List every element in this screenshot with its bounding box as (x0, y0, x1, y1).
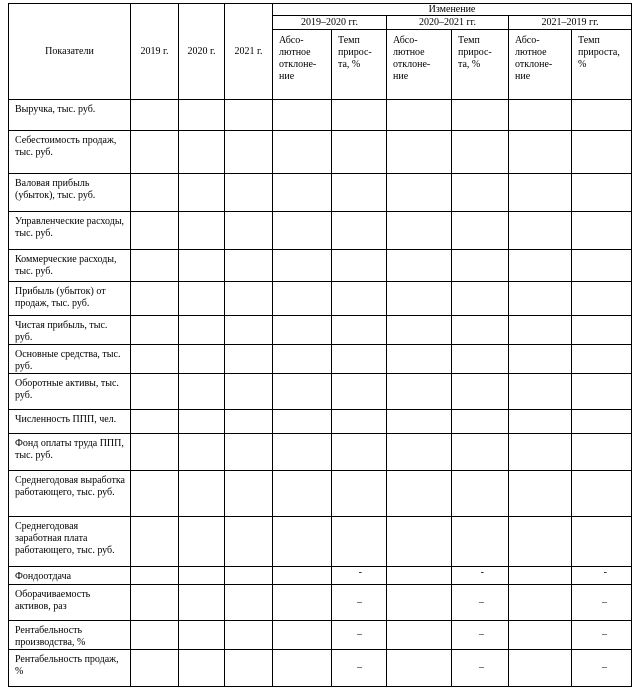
growth-rate-cell: – (452, 585, 509, 621)
abs-deviation-cell (387, 517, 452, 567)
abs-deviation-cell (273, 471, 332, 517)
year-value-cell (179, 650, 225, 687)
year-value-cell (225, 471, 273, 517)
abs-deviation-cell (387, 131, 452, 174)
year-value-cell (179, 585, 225, 621)
abs-deviation-cell (509, 212, 572, 250)
table-row (9, 410, 632, 434)
abs-deviation-cell (387, 250, 452, 282)
year-value-cell (225, 567, 273, 585)
abs-deviation-cell (509, 250, 572, 282)
growth-rate-cell (332, 316, 387, 345)
year-value-cell (225, 345, 273, 374)
year-value-cell (225, 621, 273, 650)
year-value-cell (179, 374, 225, 410)
row-label: Фондоотдача (9, 567, 131, 585)
row-label: Управленческие расходы, тыс. руб. (9, 212, 131, 250)
table-row (9, 567, 632, 585)
abs-deviation-cell (509, 345, 572, 374)
abs-deviation-cell (387, 316, 452, 345)
table-row (9, 250, 632, 282)
growth-rate-cell (332, 100, 387, 131)
table-row (9, 316, 632, 345)
abs-deviation-cell (273, 621, 332, 650)
table-row (9, 131, 632, 174)
abs-deviation-cell (387, 282, 452, 316)
year-value-cell (179, 131, 225, 174)
table-row (9, 650, 632, 687)
year-value-cell (179, 621, 225, 650)
row-label: Фонд оплаты труда ППП, тыс. руб. (9, 434, 131, 471)
year-value-cell (225, 434, 273, 471)
row-label: Оборачиваемость активов, раз (9, 585, 131, 621)
abs-deviation-cell (509, 585, 572, 621)
growth-rate-cell (452, 434, 509, 471)
row-label: Рентабельность продаж, % (9, 650, 131, 687)
growth-rate-cell: - (572, 567, 632, 585)
year-value-cell (131, 410, 179, 434)
growth-rate-cell: – (572, 585, 632, 621)
growth-rate-cell (332, 471, 387, 517)
year-value-cell (131, 174, 179, 212)
header-change: Изменение (273, 4, 632, 16)
row-label: Чистая прибыль, тыс. руб. (9, 316, 131, 345)
growth-rate-cell (332, 282, 387, 316)
year-value-cell (179, 517, 225, 567)
header-year-2019: 2019 г. (131, 4, 179, 100)
year-value-cell (225, 410, 273, 434)
abs-deviation-cell (509, 410, 572, 434)
year-value-cell (225, 250, 273, 282)
growth-rate-cell (572, 434, 632, 471)
header-abs-deviation: Абсо- лютное отклоне- ние (273, 30, 332, 100)
year-value-cell (225, 316, 273, 345)
abs-deviation-cell (273, 410, 332, 434)
abs-deviation-cell (387, 567, 452, 585)
table-row (9, 345, 632, 374)
abs-deviation-cell (387, 471, 452, 517)
abs-deviation-cell (509, 650, 572, 687)
abs-deviation-cell (387, 212, 452, 250)
abs-deviation-cell (509, 282, 572, 316)
year-value-cell (131, 650, 179, 687)
year-value-cell (179, 345, 225, 374)
abs-deviation-cell (387, 410, 452, 434)
year-value-cell (179, 316, 225, 345)
growth-rate-cell (332, 410, 387, 434)
row-label: Численность ППП, чел. (9, 410, 131, 434)
row-label: Основные средства, тыс. руб. (9, 345, 131, 374)
year-value-cell (131, 131, 179, 174)
header-year-2020: 2020 г. (179, 4, 225, 100)
table-row (9, 282, 632, 316)
year-value-cell (131, 621, 179, 650)
year-value-cell (225, 131, 273, 174)
growth-rate-cell (452, 316, 509, 345)
abs-deviation-cell (387, 650, 452, 687)
growth-rate-cell: – (332, 650, 387, 687)
growth-rate-cell (572, 316, 632, 345)
abs-deviation-cell (509, 567, 572, 585)
table-body (9, 100, 632, 687)
table-row (9, 517, 632, 567)
row-label: Валовая прибыль (убыток), тыс. руб. (9, 174, 131, 212)
growth-rate-cell (332, 374, 387, 410)
year-value-cell (225, 585, 273, 621)
growth-rate-cell: – (572, 650, 632, 687)
growth-rate-cell: – (452, 621, 509, 650)
header-indicators: Показатели (9, 4, 131, 100)
header-abs-deviation: Абсо- лютное отклоне- ние (509, 30, 572, 100)
growth-rate-cell (332, 434, 387, 471)
growth-rate-cell: – (332, 621, 387, 650)
abs-deviation-cell (387, 585, 452, 621)
indicators-table (8, 3, 632, 687)
abs-deviation-cell (387, 621, 452, 650)
abs-deviation-cell (273, 282, 332, 316)
growth-rate-cell (452, 410, 509, 434)
table-row (9, 100, 632, 131)
year-value-cell (179, 212, 225, 250)
year-value-cell (179, 282, 225, 316)
abs-deviation-cell (387, 434, 452, 471)
year-value-cell (131, 374, 179, 410)
year-value-cell (131, 250, 179, 282)
year-value-cell (131, 434, 179, 471)
growth-rate-cell (452, 471, 509, 517)
abs-deviation-cell (273, 131, 332, 174)
year-value-cell (131, 212, 179, 250)
table-row (9, 621, 632, 650)
table-row (9, 374, 632, 410)
year-value-cell (179, 100, 225, 131)
year-value-cell (179, 434, 225, 471)
growth-rate-cell: - (332, 567, 387, 585)
growth-rate-cell (332, 345, 387, 374)
abs-deviation-cell (273, 434, 332, 471)
growth-rate-cell (452, 282, 509, 316)
abs-deviation-cell (273, 650, 332, 687)
abs-deviation-cell (273, 316, 332, 345)
growth-rate-cell (572, 471, 632, 517)
header-growth-rate: Темп прирос- та, % (332, 30, 387, 100)
year-value-cell (131, 100, 179, 131)
year-value-cell (225, 374, 273, 410)
row-label: Рентабельность производства, % (9, 621, 131, 650)
year-value-cell (225, 282, 273, 316)
table-row (9, 471, 632, 517)
table-header (9, 4, 632, 100)
growth-rate-cell (452, 374, 509, 410)
header-period-2021-2019: 2021–2019 гг. (509, 16, 632, 30)
growth-rate-cell (572, 100, 632, 131)
row-label: Коммерческие расходы, тыс. руб. (9, 250, 131, 282)
year-value-cell (131, 345, 179, 374)
table-row (9, 434, 632, 471)
header-year-2021: 2021 г. (225, 4, 273, 100)
growth-rate-cell (452, 212, 509, 250)
growth-rate-cell (572, 282, 632, 316)
year-value-cell (131, 282, 179, 316)
row-label: Выручка, тыс. руб. (9, 100, 131, 131)
growth-rate-cell (452, 131, 509, 174)
abs-deviation-cell (273, 212, 332, 250)
year-value-cell (131, 316, 179, 345)
year-value-cell (225, 100, 273, 131)
year-value-cell (131, 517, 179, 567)
abs-deviation-cell (509, 471, 572, 517)
growth-rate-cell (332, 131, 387, 174)
abs-deviation-cell (387, 174, 452, 212)
growth-rate-cell (452, 174, 509, 212)
growth-rate-cell (452, 345, 509, 374)
year-value-cell (179, 567, 225, 585)
abs-deviation-cell (273, 374, 332, 410)
growth-rate-cell (572, 345, 632, 374)
growth-rate-cell (572, 250, 632, 282)
year-value-cell (225, 174, 273, 212)
abs-deviation-cell (509, 174, 572, 212)
growth-rate-cell (572, 517, 632, 567)
growth-rate-cell (332, 517, 387, 567)
row-label: Среднегодовая выработка работающего, тыс. руб. (9, 471, 131, 517)
abs-deviation-cell (387, 345, 452, 374)
year-value-cell (225, 212, 273, 250)
abs-deviation-cell (509, 316, 572, 345)
growth-rate-cell: - (452, 567, 509, 585)
growth-rate-cell: – (572, 621, 632, 650)
growth-rate-cell (452, 517, 509, 567)
growth-rate-cell (332, 212, 387, 250)
growth-rate-cell: – (452, 650, 509, 687)
abs-deviation-cell (509, 434, 572, 471)
abs-deviation-cell (273, 585, 332, 621)
abs-deviation-cell (273, 100, 332, 131)
header-abs-deviation: Абсо- лютное отклоне- ние (387, 30, 452, 100)
row-label: Среднегодовая заработная плата работающего, тыс. руб. (9, 517, 131, 567)
table-row (9, 585, 632, 621)
abs-deviation-cell (509, 131, 572, 174)
row-label: Прибыль (убыток) от продаж, тыс. руб. (9, 282, 131, 316)
abs-deviation-cell (273, 250, 332, 282)
year-value-cell (179, 250, 225, 282)
growth-rate-cell (572, 212, 632, 250)
growth-rate-cell (572, 374, 632, 410)
abs-deviation-cell (509, 100, 572, 131)
growth-rate-cell (572, 410, 632, 434)
year-value-cell (225, 517, 273, 567)
year-value-cell (131, 567, 179, 585)
growth-rate-cell (332, 174, 387, 212)
header-growth-rate: Темп прирос- та, % (452, 30, 509, 100)
abs-deviation-cell (273, 517, 332, 567)
growth-rate-cell (452, 250, 509, 282)
abs-deviation-cell (387, 374, 452, 410)
table-row (9, 212, 632, 250)
abs-deviation-cell (509, 517, 572, 567)
abs-deviation-cell (509, 374, 572, 410)
table-row (9, 174, 632, 212)
abs-deviation-cell (273, 567, 332, 585)
row-label: Оборотные активы, тыс. руб. (9, 374, 131, 410)
abs-deviation-cell (273, 174, 332, 212)
abs-deviation-cell (273, 345, 332, 374)
year-value-cell (179, 410, 225, 434)
growth-rate-cell: – (332, 585, 387, 621)
year-value-cell (131, 471, 179, 517)
year-value-cell (225, 650, 273, 687)
header-growth-rate: Темп прироста, % (572, 30, 632, 100)
growth-rate-cell (332, 250, 387, 282)
year-value-cell (131, 585, 179, 621)
row-label: Себестоимость продаж, тыс. руб. (9, 131, 131, 174)
year-value-cell (179, 471, 225, 517)
abs-deviation-cell (387, 100, 452, 131)
header-period-2019-2020: 2019–2020 гг. (273, 16, 387, 30)
growth-rate-cell (572, 174, 632, 212)
year-value-cell (179, 174, 225, 212)
abs-deviation-cell (509, 621, 572, 650)
growth-rate-cell (452, 100, 509, 131)
header-period-2020-2021: 2020–2021 гг. (387, 16, 509, 30)
growth-rate-cell (572, 131, 632, 174)
